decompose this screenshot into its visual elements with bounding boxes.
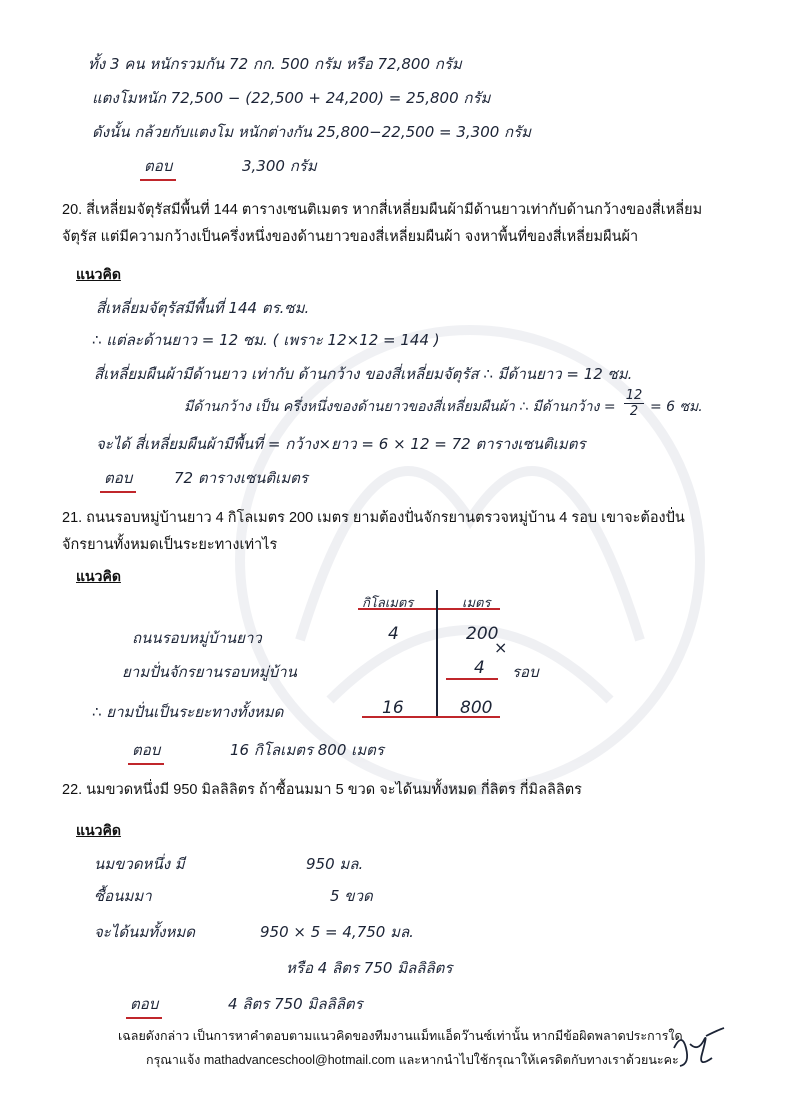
q22-row3-label: จะได้นมทั้งหมด (94, 923, 196, 941)
q21-column-divider (436, 590, 438, 718)
q22-heading: แนวคิด (76, 822, 121, 838)
q20-work-4: มีด้านกว้าง เป็น ครึ่งหนึ่งของด้านยาวของสี่เหลี่ยมผืนผ้า ∴ มีด้านกว้าง = (184, 399, 616, 415)
q21-answer-value: 16 กิโลเมตร 800 เมตร (230, 741, 384, 759)
q21-heading: แนวคิด (76, 568, 121, 584)
q21-col-km: กิโลเมตร (362, 596, 414, 611)
prev-line-2: แตงโมหนัก 72,500 − (22,500 + 24,200) = 25,800 กรัม (92, 89, 491, 107)
q20-heading: แนวคิด (76, 266, 121, 282)
prev-answer-label: ตอบ (144, 154, 172, 178)
q21-row2-label: ยามปั่นจักรยานรอบหมู่บ้าน (122, 663, 297, 681)
q21-row3-label: ∴ ยามปั่นเป็นระยะทางทั้งหมด (92, 703, 284, 721)
q20-work-1: สี่เหลี่ยมจัตุรัสมีพื้นที่ 144 ตร.ซม. (96, 299, 310, 317)
q22-row1-value: 950 มล. (306, 855, 364, 873)
prev-line-1: ทั้ง 3 คน หนักรวมกัน 72 กก. 500 กรัม หรือ 72,800 กรัม (88, 55, 462, 73)
q21-result-rule (362, 716, 500, 718)
q22-row2-value: 5 ขวด (330, 887, 373, 905)
prev-answer-value: 3,300 กรัม (242, 157, 317, 175)
q22-row3-value: 950 × 5 = 4,750 มล. (260, 923, 414, 941)
q22-answer-value: 4 ลิตร 750 มิลลิลิตร (228, 995, 363, 1013)
q20-work-3: สี่เหลี่ยมผืนผ้ามีด้านยาว เท่ากับ ด้านกว้าง ของสี่เหลี่ยมจัตุรัส ∴ มีด้านยาว = 12 ซม. (94, 365, 633, 383)
q22-row4: หรือ 4 ลิตร 750 มิลลิลิตร (286, 959, 453, 977)
q21-row1-m: 200 (466, 624, 499, 644)
q22-row2-label: ซื้อนมมา (94, 887, 152, 905)
q21-text-line-2: จักรยานทั้งหมดเป็นระยะทางเท่าไร (62, 537, 278, 553)
footer-line-2: กรุณาแจ้ง mathadvanceschool@hotmail.com และหากนำไปใช้กรุณาให้เครดิตกับทางเราด้วยนะคะ (146, 1053, 679, 1067)
q20-text-line-2: จัตุรัส แต่มีความกว้างเป็นครึ่งหนึ่งของด้านยาวของสี่เหลี่ยมผืนผ้า จงหาพื้นที่ของสี่เหลี่ยมผืนผ้า (62, 229, 639, 245)
q21-row1-km: 4 (388, 624, 399, 644)
q20-work-5: จะได้ สี่เหลี่ยมผืนผ้ามีพื้นที่ = กว้าง×ยาว = 6 × 12 = 72 ตารางเซนติเมตร (96, 435, 586, 453)
footer-line-1: เฉลยดังกล่าว เป็นการหาคำตอบตามแนวคิดของทีมงานแม็ทแอ็ดว๊านซ์เท่านั้น หากมีข้อผิดพลาดประการใด (118, 1029, 683, 1043)
handwritten-signature (668, 1022, 728, 1072)
q21-row2-m: 4 (474, 658, 485, 678)
q21-times-sign: × (494, 638, 508, 657)
q21-multiply-rule (446, 678, 498, 680)
q21-row2-unit: รอบ (512, 663, 539, 681)
q20-work-4-result: = 6 ซม. (650, 399, 703, 415)
q21-text-line-1: 21. ถนนรอบหมู่บ้านยาว 4 กิโลเมตร 200 เมตร ยามต้องปั่นจักรยานตรวจหมู่บ้าน 4 รอบ เขาจะต้องปั่น (62, 510, 685, 526)
prev-line-3: ดังนั้น กล้วยกับแตงโม หนักต่างกัน 25,800−22,500 = 3,300 กรัม (92, 123, 532, 141)
q21-row3-m: 800 (460, 698, 493, 718)
q21-col-m: เมตร (462, 596, 491, 611)
q20-fraction (624, 388, 644, 419)
q20-fraction-denominator: 2 (629, 404, 639, 419)
q22-row1-label: นมขวดหนึ่ง มี (94, 855, 185, 873)
q21-answer-label: ตอบ (132, 738, 160, 762)
q20-answer-value: 72 ตารางเซนติเมตร (174, 469, 308, 487)
q22-answer-label: ตอบ (130, 992, 158, 1016)
q21-header-rule (358, 608, 500, 610)
q20-text-line-1: 20. สี่เหลี่ยมจัตุรัสมีพื้นที่ 144 ตารางเซนติเมตร หากสี่เหลี่ยมผืนผ้ามีด้านยาวเท่ากับด้านกว้างของสี่เหลี่ยม (62, 202, 703, 218)
q20-fraction-numerator: 12 (625, 388, 643, 403)
q21-row3-km: 16 (382, 698, 404, 718)
q20-answer-label: ตอบ (104, 466, 132, 490)
q21-row1-label: ถนนรอบหมู่บ้านยาว (132, 629, 262, 647)
q22-text-line-1: 22. นมขวดหนึ่งมี 950 มิลลิลิตร ถ้าซื้อนมมา 5 ขวด จะได้นมทั้งหมด กี่ลิตร กี่มิลลิลิตร (62, 782, 582, 798)
q20-work-2: ∴ แต่ละด้านยาว = 12 ซม. ( เพราะ 12×12 = 144 ) (92, 331, 440, 349)
